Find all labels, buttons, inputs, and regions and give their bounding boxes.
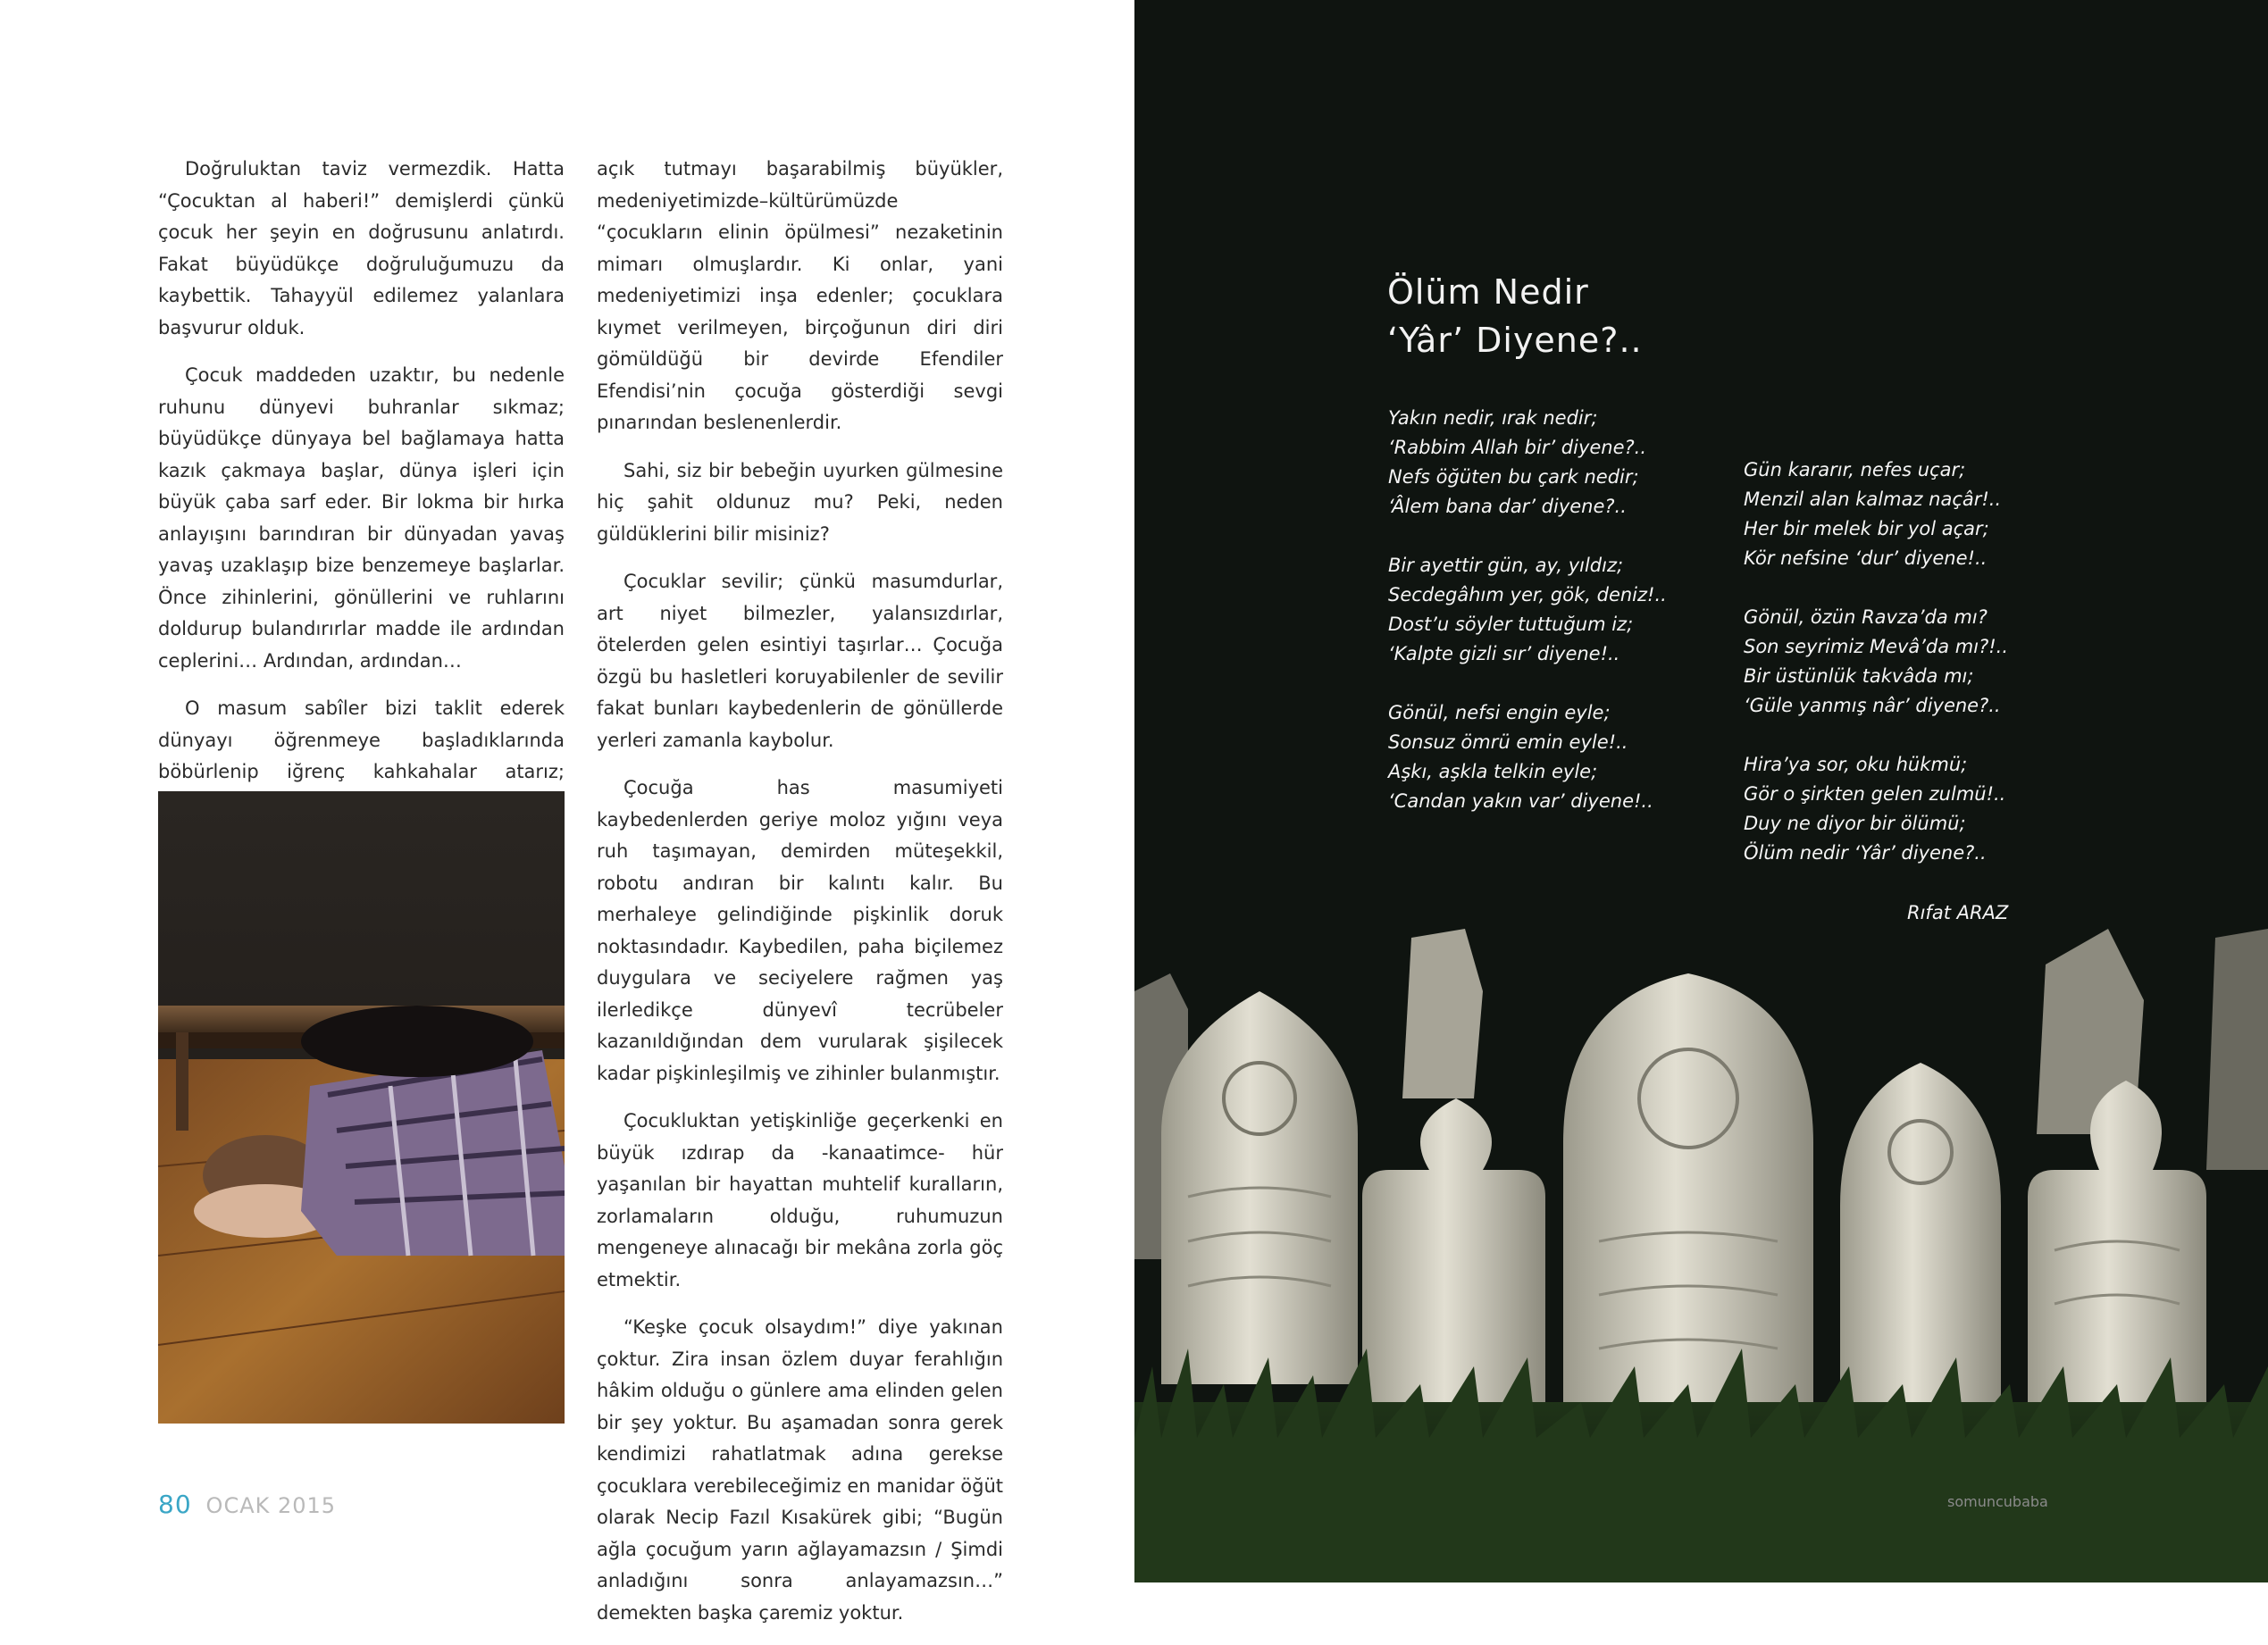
paragraph: Doğruluktan taviz vermezdik. Hatta “Çocuktan al haberi!” demişlerdi çünkü çocuk her şeyin en doğrusunu anlatırdı. Fakat büyüdükçe doğruluğumuzu da kaybettik. Tahayyül edilemez yalanlara başvurur olduk. [158,158,565,338]
poem-line: Yakın nedir, ırak nedir; [1388,407,1598,429]
paragraph: açık tutmayı başarabilmiş büyükler, medeniyetimizde–kültürümüzde “çocukların elinin öpülmesi” nezaketinin mimarı olmuşlardır. Ki onlar, yani medeniyetimizi inşa edenler; çocuklara kıymet verilmeyen, birçoğunun diri diri gömüldüğü bir devirde Efendiler Efendisi’nin çocuğa gösterdiği sevgi pınarından beslenenlerdir. [597,158,1003,433]
stanza [1744,455,2008,573]
poem-line: Nefs öğüten bu çark nedir; [1388,466,1639,488]
poem-line: Menzil alan kalmaz naçâr!.. [1744,488,2002,510]
poem-line: Kör nefsine ‘dur’ diyene!.. [1744,547,1988,569]
paragraph: Sahi, siz bir bebeğin uyurken gülmesine hiç şahit oldunuz mu? Peki, neden güldüklerini bilir misiniz? [597,459,1003,545]
poem-line: ‘Güle yanmış nâr’ diyene?.. [1744,695,2001,716]
poem-title [1387,268,1643,364]
paragraph: Çocuğa has masumiyeti kaybedenlerden geriye moloz yığını veya ruh taşımayan, demirden müteşekkil, robotu andıran bir kalıntı kalır. Bu merhaleye gelindiğinde pişkinlik doruk noktasındadır. Kaybedilen, paha biçilemez duygulara ve seciyelere rağmen yaş ilerledikçe dünyevî tecrübeler kazanıldığından dem vurularak şişilecek kadar pişkinleşilmiş ve zihinler bulanmıştır. [597,777,1003,1084]
stanza [1388,698,1667,816]
poem-line: ‘Âlem bana dar’ diyene?.. [1388,496,1627,517]
poem-line: Gönül, nefsi engin eyle; [1388,702,1611,723]
poem-line: Dost’u söyler tuttuğum iz; [1388,614,1634,635]
poem-line: Hira’ya sor, oku hükmü; [1744,754,1968,775]
poem-line: Duy ne diyor bir ölümü; [1744,813,1966,834]
left-page [0,0,1134,1624]
poem-line: ‘Kalpte gizli sır’ diyene!.. [1388,643,1620,664]
paragraph: O masum sabîler bizi taklit ederek dünyayı öğrenmeye başladıklarında böbürlenip iğrenç kahkahalar atarız; [158,697,565,782]
stanza [1744,750,2008,868]
poem-left-column [1388,404,1667,846]
photo-credit: somuncubaba [1947,1493,2048,1510]
right-page [1134,0,2268,1582]
poem-line: Aşkı, aşkla telkin eyle; [1388,761,1598,782]
page-number: 80 [158,1490,192,1519]
poem-line: Gönül, özün Ravza’da mı? [1744,606,1988,628]
poem-title-line: ‘Yâr’ Diyene?.. [1387,321,1643,360]
poem-author: Rıfat ARAZ [1907,902,2009,923]
poem-line: Her bir melek bir yol açar; [1744,518,1989,539]
poem-line: Son seyrimiz Mevâ’da mı?!.. [1744,636,2008,657]
poem-right-column [1744,455,2008,898]
poem-line: Ölüm nedir ‘Yâr’ diyene?.. [1744,842,1987,864]
paragraph: Çocuklar sevilir; çünkü masumdurlar, art niyet bilmezler, yalansızdırlar, ötelerden gelen esintiyi taşırlar… Çocuğa özgü bu hasletleri koruyabilenler de sevilir fakat bunları kaybedenlerin de gönüllerde yerleri zamanla kaybolur. [597,571,1003,751]
poem-line: Secdegâhım yer, gök, deniz!.. [1388,584,1667,605]
stanza [1388,404,1667,522]
stanza [1744,603,2008,721]
paragraph: Çocuk maddeden uzaktır, bu nedenle ruhunu dünyevi buhranlar sıkmaz; büyüdükçe dünyaya bel bağlamaya hatta kazık çakmaya başlar, dünya işleri için büyük çaba sarf eder. Bir lokma bir hırka anlayışını barındıran bir dünyadan yavaş yavaş uzaklaşıp bize benzemeye başlarlar. Önce zihinlerini, gönüllerini ve ruhlarını doldurup bulandırırlar madde ile ardından ceplerini… Ardından, ardından… [158,364,565,672]
issue-date: OCAK 2015 [205,1493,337,1518]
stanza [1388,551,1667,669]
paragraph: Çocukluktan yetişkinliğe geçerkenki en büyük ızdırap da -kanaatimce- hür yaşanılan bir hayattan muhtelif kuralların, zorlamaların olduğu, ruhumuzun mengeneye alınacağı bir mekâna zorla göç etmektir. [597,1110,1003,1290]
poem-line: Bir ayettir gün, ay, yıldız; [1388,555,1624,576]
paragraph: “Keşke çocuk olsaydım!” diye yakınan çoktur. Zira insan özlem duyar ferahlığın hâkim olduğu o günlere ama elinden gelen bir şey yoktur. Bu aşamadan sonra gerek kendimizi rahatlatmak adına gerekse çocuklara verebileceğimiz en manidar öğüt olarak Necip Fazıl Kısakürek gibi; “Bugün ağla çocuğum yarın ağlayamazsın / Şimdi anladığını sonra anlayamazsın…” demekten başka çaremiz yoktur. [597,1316,1003,1624]
poem-line: Gör o şirkten gelen zulmü!.. [1744,783,2006,805]
poem-line: Sonsuz ömrü emin eyle!.. [1388,731,1628,753]
page-footer [158,1490,336,1519]
poem-line: ‘Rabbim Allah bir’ diyene?.. [1388,437,1647,458]
text-column-2 [597,154,1003,1645]
poem-line: ‘Candan yakın var’ diyene!.. [1388,790,1653,812]
poem-line: Bir üstünlük takvâda mı; [1744,665,1974,687]
gravestones-photo [1134,902,2268,1582]
poem-line: Gün kararır, nefes uçar; [1744,459,1966,480]
child-under-bed-photo [158,791,565,1424]
poem-title-line: Ölüm Nedir [1387,272,1589,312]
